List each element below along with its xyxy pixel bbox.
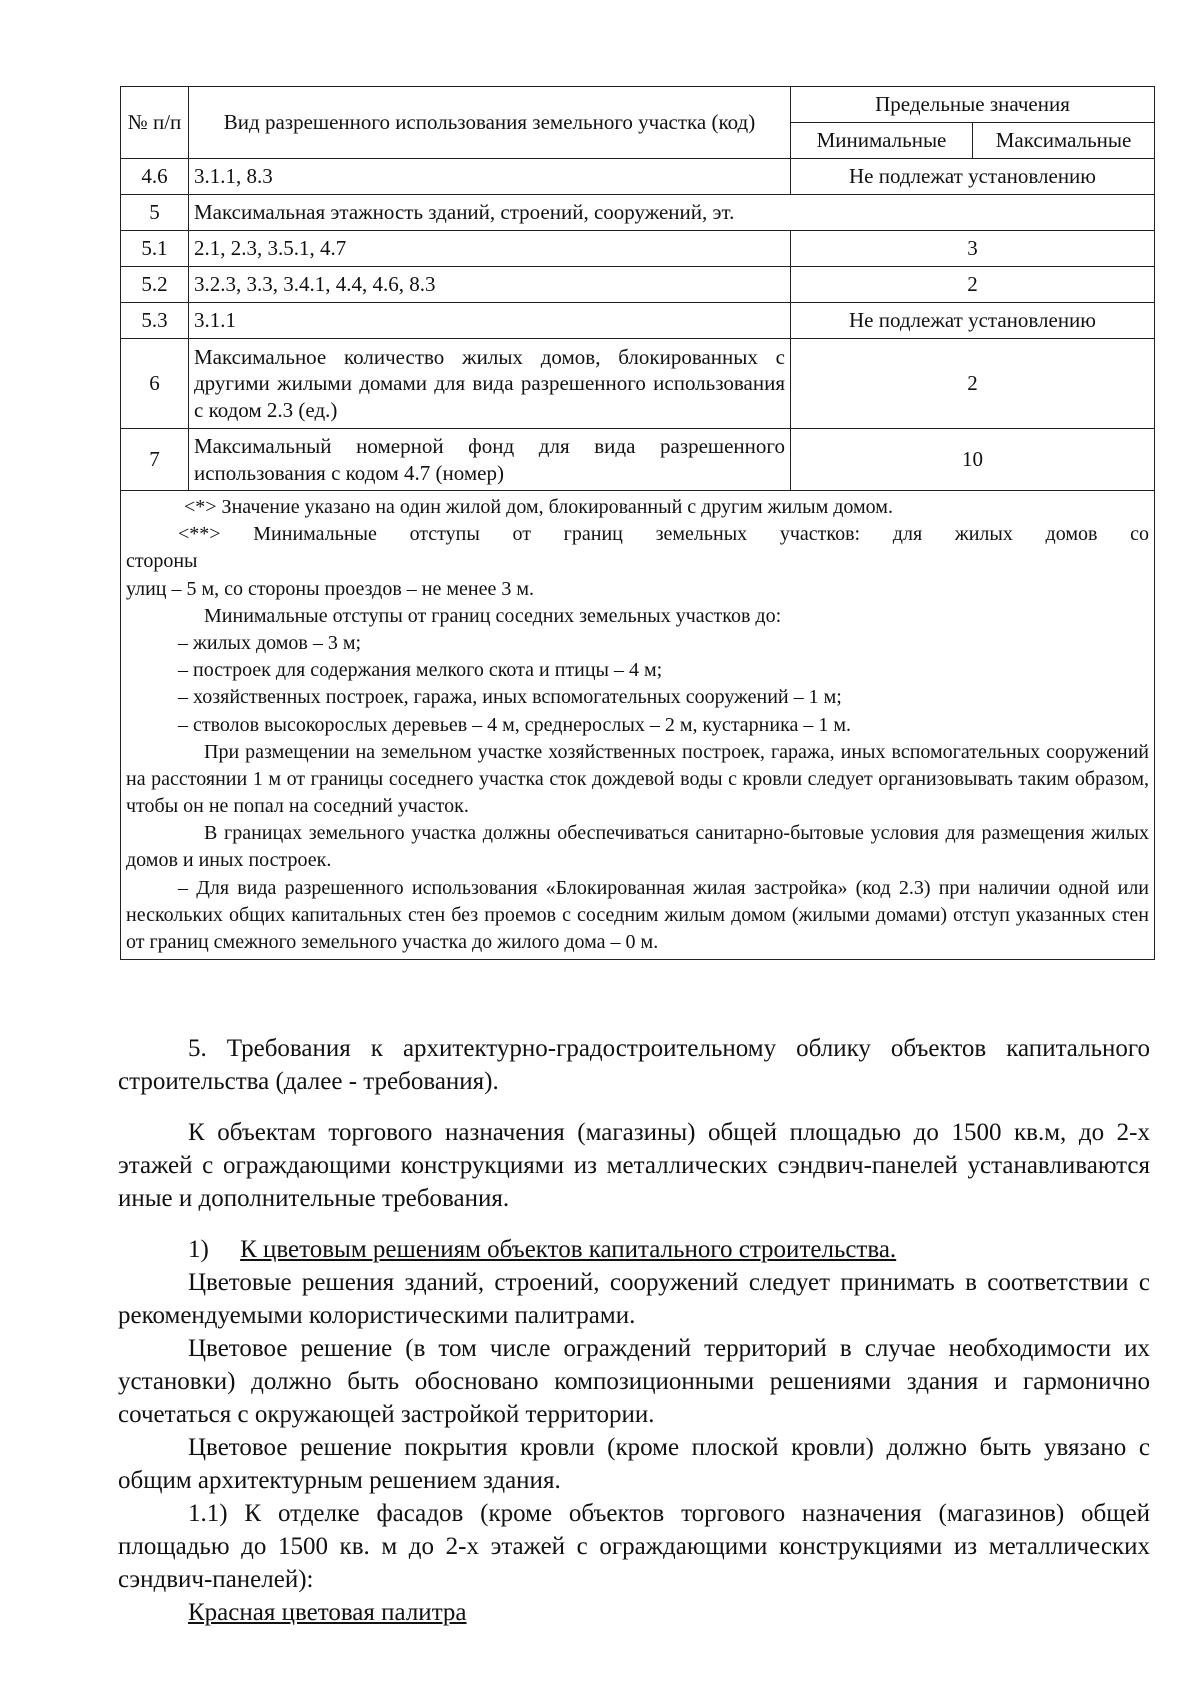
table-row (121, 159, 1155, 195)
table-notes-row (121, 491, 1155, 960)
table-row (121, 429, 1155, 491)
table-row (121, 339, 1155, 429)
red-palette-heading: Красная цветовая палитра (188, 1599, 467, 1626)
row-desc: Максимальная этажность зданий, строений, сооружений, эт. (189, 195, 1155, 231)
row-desc: 3.1.1, 8.3 (189, 159, 791, 195)
paragraph-color-palettes: Цветовые решения зданий, строений, сооружений следует принимать в соответствии с рекомендуемыми колористическими палитрами. (118, 1269, 1150, 1329)
note-8: – стволов высокорослых деревьев – 4 м, среднерослых – 2 м, кустарника – 1 м. (178, 713, 852, 736)
note-6: – построек для содержания мелкого скота и птицы – 4 м; (178, 659, 663, 682)
item-color-solutions (118, 1233, 1150, 1266)
row-value: 2 (791, 267, 1155, 303)
body-text (118, 1032, 1150, 1629)
paragraph-roof-color: Цветовое решение покрытия кровли (кроме плоской кровли) должно быть увязано с общим архитектурным решением здания. (118, 1434, 1150, 1494)
row-num: 6 (121, 339, 189, 429)
table-notes (121, 491, 1155, 960)
note-5: – жилых домов – 3 м; (178, 631, 362, 654)
table-row (121, 195, 1155, 231)
note-9: При размещении на земельном участке хозяйственных построек, гаража, иных вспомогательных сооружений на расстоянии 1 м от границы соседнего участка сток дождевой воды с кровли следует организовывать таким образом, чтобы он не попал на соседний участок. (126, 740, 1150, 818)
paragraph-facade-finish: 1.1) К отделке фасадов (кроме объектов торгового назначения (магазинов) общей площадью до 1500 кв. м до 2-х этажей с ограждающими конструкциями из металлических сэндвич-панелей): (118, 1500, 1150, 1593)
paragraph-color-fences: Цветовое решение (в том числе ограждений территорий в случае необходимости их установки) должно быть обосновано композиционными решениями здания и гармонично сочетаться с окружающей застройкой территории. (118, 1335, 1150, 1428)
section-heading: 5. Требования к архитектурно-градостроительному облику объектов капитального строительства (далее - требования). (118, 1035, 1150, 1095)
item-number: 1) (188, 1236, 209, 1263)
row-desc: Максимальное количество жилых домов, блокированных с другими жилыми домами для вида разрешенного использования с кодом 2.3 (ед.) (189, 339, 791, 429)
note-7: – хозяйственных построек, гаража, иных вспомогательных сооружений – 1 м; (178, 686, 842, 709)
header-limits: Предельные значения (791, 87, 1155, 123)
header-num: № п/п (121, 87, 189, 159)
note-11: – Для вида разрешенного использования «Блокированная жилая застройка» (код 2.3) при наличии одной или нескольких общих капитальных стен без проемов с соседним жилым домом (жилыми домами) отступ указанных стен от границ смежного земельного участка до жилого дома – 0 м. (126, 876, 1150, 953)
row-desc: 3.2.3, 3.3, 3.4.1, 4.4, 4.6, 8.3 (189, 267, 791, 303)
row-num: 7 (121, 429, 189, 491)
row-value: 3 (791, 231, 1155, 267)
note-1: <*> Значение указано на один жилой дом, блокированный с другим жилым домом. (184, 496, 893, 518)
row-desc: 2.1, 2.3, 3.5.1, 4.7 (189, 231, 791, 267)
row-desc: Максимальный номерной фонд для вида разрешенного использования с кодом 4.7 (номер) (189, 429, 791, 491)
note-2: <**> Минимальные отступы от границ земельных участков: для жилых домов со (178, 523, 1150, 546)
table-header-row (121, 87, 1155, 123)
header-max: Максимальные (973, 123, 1155, 159)
row-value: 2 (791, 339, 1155, 429)
table-row (121, 267, 1155, 303)
row-num: 4.6 (121, 159, 189, 195)
row-value: 10 (791, 429, 1155, 491)
note-10: В границах земельного участка должны обеспечиваться санитарно-бытовые условия для размещения жилых домов и иных построек. (126, 822, 1150, 872)
header-min: Минимальные (791, 123, 973, 159)
note-3: улиц – 5 м, со стороны проездов – не менее 3 м. (126, 577, 534, 600)
row-num: 5.3 (121, 303, 189, 339)
row-num: 5.2 (121, 267, 189, 303)
row-value: Не подлежат установлению (791, 159, 1155, 195)
row-num: 5.1 (121, 231, 189, 267)
note-2b: стороны (126, 550, 198, 573)
row-value: Не подлежат установлению (791, 303, 1155, 339)
table-row (121, 231, 1155, 267)
row-num: 5 (121, 195, 189, 231)
row-desc: 3.1.1 (189, 303, 791, 339)
paragraph-trade-objects: К объектам торгового назначения (магазины) общей площадью до 1500 кв.м, до 2-х этажей с ограждающими конструкциями из металлических сэндвич-панелей устанавливаются иные и дополнительные требования. (118, 1119, 1150, 1212)
limits-table (120, 86, 1155, 960)
note-4: Минимальные отступы от границ соседних земельных участков до: (204, 604, 782, 627)
header-type: Вид разрешенного использования земельного участка (код) (189, 87, 791, 159)
table-row (121, 303, 1155, 339)
item-title: К цветовым решениям объектов капитального строительства. (240, 1236, 897, 1263)
